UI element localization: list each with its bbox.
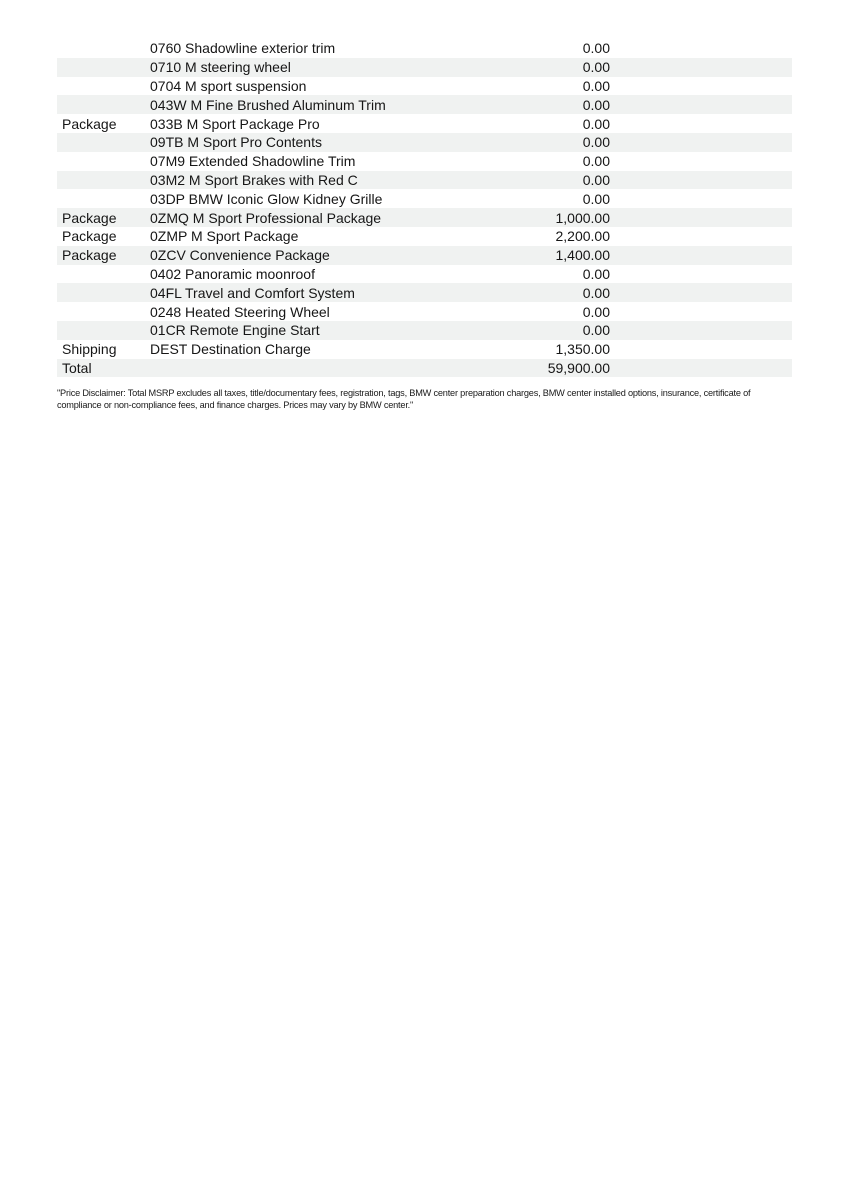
row-price: 0.00 <box>582 190 610 207</box>
row-price: 0.00 <box>582 322 610 339</box>
row-price: 0.00 <box>582 303 610 320</box>
row-price: 0.00 <box>582 134 610 151</box>
row-item-description: 0710 M steering wheel <box>150 59 291 76</box>
row-price: 0.00 <box>582 40 610 57</box>
row-price: 0.00 <box>582 153 610 170</box>
row-price: 1,000.00 <box>555 209 610 226</box>
row-item-description: 0ZCV Convenience Package <box>150 247 330 264</box>
row-item-description: 043W M Fine Brushed Aluminum Trim <box>150 96 386 113</box>
table-row <box>57 246 792 265</box>
row-price: 0.00 <box>582 77 610 94</box>
price-disclaimer-line: "Price Disclaimer: Total MSRP excludes all taxes, title/documentary fees, registration, tags, BMW center preparation charges, BMW center installed options, insurance, certificate of <box>57 388 751 398</box>
row-price: 1,400.00 <box>555 247 610 264</box>
row-category: Package <box>62 115 117 132</box>
table-row <box>57 321 792 340</box>
row-category: Package <box>62 228 117 245</box>
table-row <box>57 77 792 96</box>
table-row <box>57 208 792 227</box>
row-price: 0.00 <box>582 59 610 76</box>
row-category: Shipping <box>62 341 117 358</box>
row-item-description: 07M9 Extended Shadowline Trim <box>150 153 356 170</box>
row-item-description: 0402 Panoramic moonroof <box>150 265 315 282</box>
table-row <box>57 227 792 246</box>
row-item-description: 03DP BMW Iconic Glow Kidney Grille <box>150 190 383 207</box>
table-row <box>57 95 792 114</box>
row-category: Package <box>62 247 117 264</box>
table-row <box>57 302 792 321</box>
row-item-description: 0760 Shadowline exterior trim <box>150 40 336 57</box>
row-price: 59,900.00 <box>547 359 610 376</box>
table-row <box>57 171 792 190</box>
row-item-description: DEST Destination Charge <box>150 341 311 358</box>
row-item-description: 09TB M Sport Pro Contents <box>150 134 322 151</box>
row-item-description: 01CR Remote Engine Start <box>150 322 320 339</box>
row-item-description: 03M2 M Sport Brakes with Red C <box>150 171 358 188</box>
row-price: 0.00 <box>582 171 610 188</box>
row-item-description: 0704 M sport suspension <box>150 77 307 94</box>
table-row <box>57 283 792 302</box>
row-item-description: 04FL Travel and Comfort System <box>150 284 355 301</box>
table-row <box>57 133 792 152</box>
row-item-description: 0248 Heated Steering Wheel <box>150 303 330 320</box>
row-item-description: 033B M Sport Package Pro <box>150 115 320 132</box>
row-price: 2,200.00 <box>555 228 610 245</box>
row-price: 0.00 <box>582 284 610 301</box>
row-item-description: 0ZMQ M Sport Professional Package <box>150 209 382 226</box>
row-item-description: 0ZMP M Sport Package <box>150 228 299 245</box>
table-row <box>57 39 792 58</box>
options-price-table <box>57 39 792 377</box>
table-row <box>57 265 792 284</box>
table-row <box>57 114 792 133</box>
row-price: 0.00 <box>582 265 610 282</box>
table-row <box>57 340 792 359</box>
price-disclaimer <box>57 388 797 411</box>
table-row <box>57 152 792 171</box>
row-price: 1,350.00 <box>555 341 610 358</box>
table-row <box>57 58 792 77</box>
row-price: 0.00 <box>582 96 610 113</box>
table-row <box>57 189 792 208</box>
price-disclaimer-line: compliance or non-compliance fees, and finance charges. Prices may vary by BMW center." <box>57 399 414 410</box>
row-category: Total <box>62 359 92 376</box>
table-row <box>57 359 792 378</box>
row-price: 0.00 <box>582 115 610 132</box>
row-category: Package <box>62 209 117 226</box>
